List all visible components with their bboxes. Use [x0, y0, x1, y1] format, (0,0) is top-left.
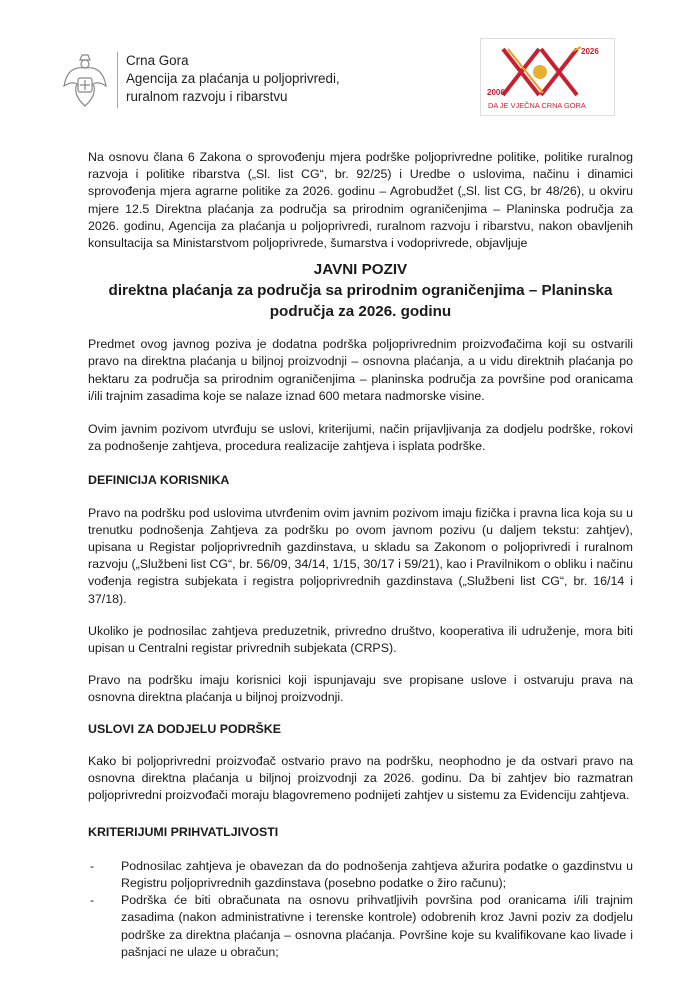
- criteria-list: [88, 858, 633, 961]
- section-heading-conditions: USLOVI ZA DODJELU PODRŠKE: [88, 721, 281, 736]
- header-divider: [117, 52, 118, 108]
- conditions-paragraph: Kako bi poljoprivredni proizvođač ostvario pravo na podršku, neophodno je da ostvari pravo na osnovna direktna plaćanja u biljnoj proizvodnji za 2026. godinu. Da bi zahtjev bio razmatran poljoprivredni proizvođači moraju blagovremeno podnijeti zahtjev u sistemu za Evidenciju zahtjeva.: [88, 753, 633, 803]
- list-item: [88, 892, 633, 961]
- section-heading-definition: DEFINICIJA KORISNIKA: [88, 473, 230, 488]
- scope-paragraph: Ovim javnim pozivom utvrđuju se uslovi, kriterijumi, način prijavljivanja za dodjelu podrške, rokovi za podnošenje zahtjeva, procedura realizacije zahtjeva i isplata podrške.: [88, 422, 633, 454]
- document-subtitle-1: direktna plaćanja za područja sa prirodnim ograničenjima – Planinska: [108, 282, 613, 300]
- document-title: JAVNI POZIV: [313, 261, 408, 279]
- section-heading-criteria: KRITERIJUMI PRIHVATLJIVOSTI: [88, 825, 279, 840]
- subject-paragraph: Predmet ovog javnog poziva je dodatna podrška poljoprivrednim proizvođačima koji su ostvarili pravo na direktna plaćanja u biljnoj proizvodnji – osnovna plaćanja, a u vidu direktnih plaćanja po hektaru za područja sa prirodnim ograničenjima – planinska područja za površine pod oranicama i/ili trajnim zasadima koje se nalaze iznad 600 metara nadmorske visine.: [88, 337, 633, 403]
- list-item: [88, 858, 633, 892]
- anniversary-logo: [480, 38, 615, 116]
- document-body: [88, 149, 633, 981]
- svg-text:2006: 2006: [487, 88, 505, 97]
- coat-of-arms-logo: [62, 52, 108, 110]
- definition-paragraph-2: Ukoliko je podnosilac zahtjeva preduzetnik, privredno društvo, kooperativa ili udruženje, mora biti upisan u Centralni registar privrednih subjekata (CRPS).: [88, 623, 633, 656]
- document-subtitle-2: područja za 2026. godinu: [269, 303, 452, 321]
- definition-paragraph-1: Pravo na podršku pod uslovima utvrđenim ovim javnim pozivom imaju fizička i pravna lica koja su u trenutku podnošenja Zahtjeva za podršku po ovom javnom pozivu (u daljem tekstu: zahtjev), upisana u Registar poljoprivrednih gazdinstava, u skladu sa Zakonom o poljoprivredi i ruralnom razvoju („Službeni list CG“, br. 56/09, 34/14, 1/15, 30/17 i 59/21), kao i Pravilnikom o obliku i načinu vođenja registra subjekata i registra poljoprivrednih gazdinstava („Službeni list CG“, br. 16/14 i 37/18).: [88, 505, 633, 606]
- country-name: Crna Gora: [126, 53, 189, 68]
- definition-paragraph-3: Pravo na podršku imaju korisnici koji ispunjavaju sve propisane uslove i ostvaruju prava na osnovna direktna plaćanja u biljnoj proizvodnji.: [88, 673, 633, 705]
- bullet-dash: -: [90, 893, 95, 908]
- criteria-item-text: Podrška će biti obračunata na osnovu prihvatljivih površina pod oranicama i/ili trajnim zasadima (nakon administrativne i terenske kontrole) odobrenih kroz Javni poziv za dodjelu podrške za direktna plaćanja – osnovna plaćanja. Površine koje su kvalifikovane kao livade i pašnjaci ne ulaze u obračun;: [121, 893, 633, 959]
- intro-paragraph: Na osnovu člana 6 Zakona o sprovođenju mjera podrške poljoprivredne politike, politike ruralnog razvoja i politike ribarstva („Sl. list CG“, br. 92/25) i Uredbe o uslovima, načinu i dinamici sprovođenja mjera agrarne politike za 2026. godinu – Agrobudžet („Sl. list CG, br 48/26), u okviru mjere 12.5 Direktna plaćanja za područja sa prirodnim ograničenjima – Planinska područja za 2026. godinu, Agencija za plaćanja u poljoprivredi, ruralnom razvoju i ribarstvu, nakon obavljenih konsultacija sa Ministarstvom poljoprivrede, šumarstva i vodoprivrede, objavljuje: [88, 150, 633, 251]
- agency-line-2: ruralnom razvoju i ribarstvu: [126, 89, 288, 104]
- agency-name: [126, 52, 340, 106]
- agency-line-1: Agencija za plaćanja u poljoprivredi,: [126, 71, 340, 86]
- svg-text:DA JE VJEČNA CRNA GORA: DA JE VJEČNA CRNA GORA: [488, 101, 586, 110]
- anniversary-xx-mark: [481, 39, 614, 115]
- svg-text:2026: 2026: [581, 47, 599, 56]
- bullet-dash: -: [90, 858, 95, 873]
- criteria-item-text: Podnosilac zahtjeva je obavezan da do podnošenja zahtjeva ažurira podatke o gazdinstvu u Registru poljoprivrednih gazdinstava (posebno podatke o žiro računu);: [121, 858, 633, 890]
